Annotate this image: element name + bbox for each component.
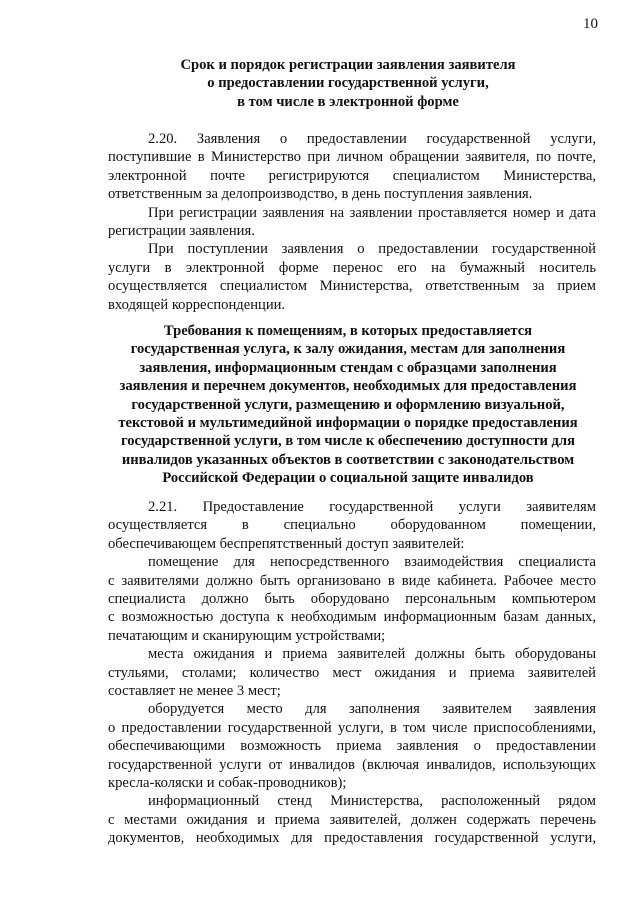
paragraph-info-stand [108, 792, 596, 847]
paragraph-waiting-places [108, 645, 596, 700]
heading-line: Российской Федерации о социальной защите инвалидов [162, 470, 534, 487]
text-line: государственной услуги от инвалидов (включая инвалидов, использующих [108, 756, 596, 773]
page-number: 10 [583, 16, 598, 32]
heading-line: Требования к помещениям, в которых предоставляется [163, 323, 533, 339]
text-line: оборудуется место для заполнения заявителем заявления [148, 701, 596, 718]
text-line: составляет не менее 3 мест; [108, 683, 281, 699]
heading-line: государственная услуга, к залу ожидания, местам для заполнения [130, 341, 566, 358]
text-line: При регистрации заявления на заявлении проставляется номер и дата [148, 204, 596, 221]
text-line: обеспечивающем беспрепятственный доступ заявителей: [108, 535, 465, 552]
text-line: 2.21. Предоставление государственной услуги заявителям [148, 499, 596, 515]
heading-line: инвалидов указанных объектов в соответствии с законодательством [121, 451, 575, 468]
text-line: 2.20. Заявления о предоставлении государственной услуги, [148, 131, 596, 147]
text-line: места ожидания и приема заявителей должны быть оборудованы [148, 646, 596, 663]
text-line: о предоставлении государственной услуги, в том числе приспособлениями, [108, 719, 596, 736]
section-heading-premises [100, 322, 596, 488]
heading-line: текстовой и мультимедийной информации о порядке предоставления [118, 415, 578, 432]
text-line: стульями, столами; количество мест ожидания и приема заявителей [108, 664, 596, 681]
heading-line: в том числе в электронной форме [237, 93, 459, 110]
text-line: ответственным за делопроизводство, в день поступления заявления. [108, 186, 533, 203]
paragraph-2-21 [108, 498, 596, 553]
text-line: регистрации заявления. [108, 223, 255, 239]
section-heading-registration [100, 56, 596, 111]
text-line: электронной почте регистрируются специалистом Министерства, [108, 167, 596, 184]
text-line: специалиста должно быть оборудовано персональным компьютером [108, 591, 596, 607]
heading-line: заявления и перечнем документов, необходимых для предоставления [119, 378, 577, 395]
heading-line: государственной услуги, в том числе к обеспечению доступности для [120, 433, 576, 450]
heading-line: государственной услуги, размещению и оформлению визуальной, [131, 396, 565, 413]
text-line: входящей корреспонденции. [108, 296, 286, 313]
text-line: документов, необходимых для предоставления государственной услуги, [108, 830, 596, 847]
heading-line: заявления, информационным стендам с образцами заполнения [139, 359, 557, 376]
paragraph-filling-place [108, 700, 596, 792]
text-line: осуществляется специалистом Министерства, ответственным за прием [108, 278, 596, 295]
text-line: печатающим и сканирующим устройствами; [108, 627, 386, 644]
paragraph-office-room [108, 553, 596, 645]
text-line: услуги в электронной форме перенос его на бумажный носитель [108, 259, 596, 276]
heading-line: Срок и порядок регистрации заявления заявителя [180, 57, 516, 73]
text-line: с заявителями должно быть организовано в виде кабинета. Рабочее место [108, 572, 596, 589]
paragraph-2-20 [108, 130, 596, 204]
text-line: информационный стенд Министерства, расположенный рядом [148, 793, 596, 810]
paragraph-electronic-form [108, 240, 596, 314]
text-line: При поступлении заявления о предоставлении государственной [148, 241, 596, 258]
text-line: с возможностью доступа к необходимым информационным базам данных, [108, 609, 596, 626]
paragraph-registration-number [108, 204, 596, 241]
text-line: поступившие в Министерство при личном обращении заявителя, по почте, [108, 149, 596, 166]
text-line: с местами ожидания и приема заявителей, должен содержать перечень [108, 811, 596, 828]
text-line: обеспечивающими возможность приема заявления о предоставлении [108, 738, 596, 755]
heading-line: о предоставлении государственной услуги, [207, 75, 489, 92]
text-line: осуществляется в специально оборудованном помещении, [108, 517, 596, 534]
text-line: кресла-коляски и собак-проводников); [108, 775, 347, 792]
text-line: помещение для непосредственного взаимодействия специалиста [148, 554, 596, 571]
